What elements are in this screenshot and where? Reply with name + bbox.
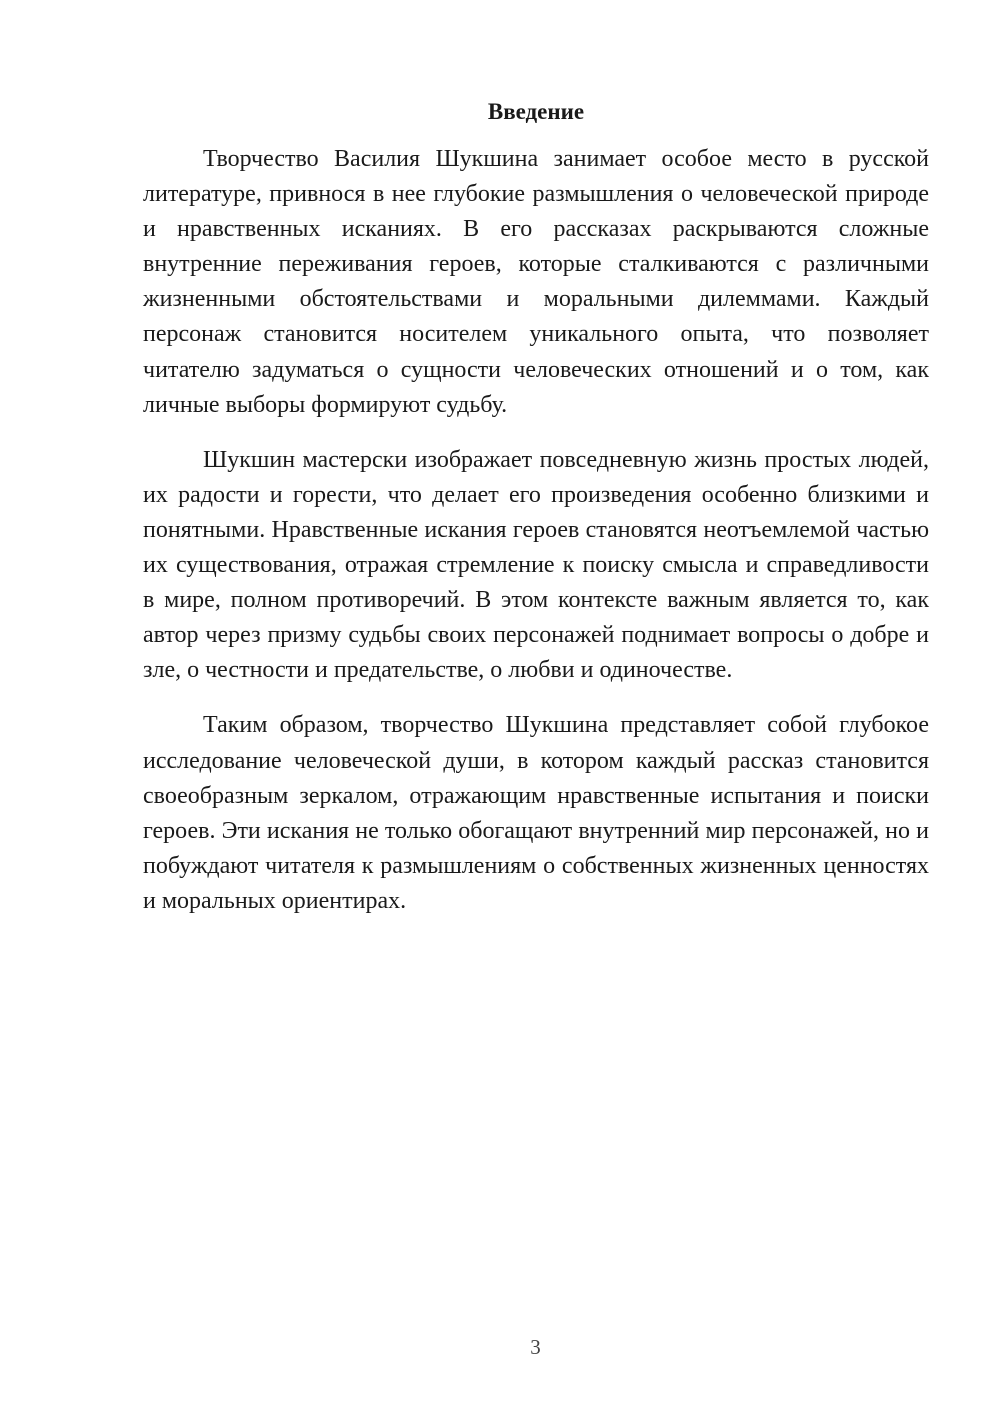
page-number: 3 bbox=[530, 1335, 541, 1359]
page-title: Введение bbox=[487, 99, 585, 124]
paragraph-1: Творчество Василия Шукшина занимает особое место в русской литературе, привнося в нее глубокие размышления о человеческой природе и нравственных исканиях. В его рассказах раскрываются сложные внутренние переживания героев, которые сталкиваются с различными жизненными обстоятельствами и моральными дилеммами. Каждый персонаж становится носителем уникального опыта, что позволяет читателю задуматься о сущности человеческих отношений и о том, как личные выборы формируют судьбу. bbox=[143, 146, 929, 418]
paragraph-3: Таким образом, творчество Шукшина представляет собой глубокое исследование человеческой души, в котором каждый рассказ становится своеобразным зеркалом, отражающим нравственные испытания и поиски героев. Эти искания не только обогащают внутренний мир персонажей, но и побуждают читателя к размышлениям о собственных жизненных ценностях и моральных ориентирах. bbox=[143, 712, 929, 914]
body-text bbox=[143, 142, 929, 939]
paragraph-2: Шукшин мастерски изображает повседневную жизнь простых людей, их радости и горести, что делает его произведения особенно близкими и понятными. Нравственные искания героев становятся неотъемлемой частью их существования, отражая стремление к поиску смысла и справедливости в мире, полном противоречий. В этом контексте важным является то, как автор через призму судьбы своих персонажей поднимает вопросы о добре и зле, о честности и предательстве, о любви и одиночестве. bbox=[143, 446, 929, 684]
